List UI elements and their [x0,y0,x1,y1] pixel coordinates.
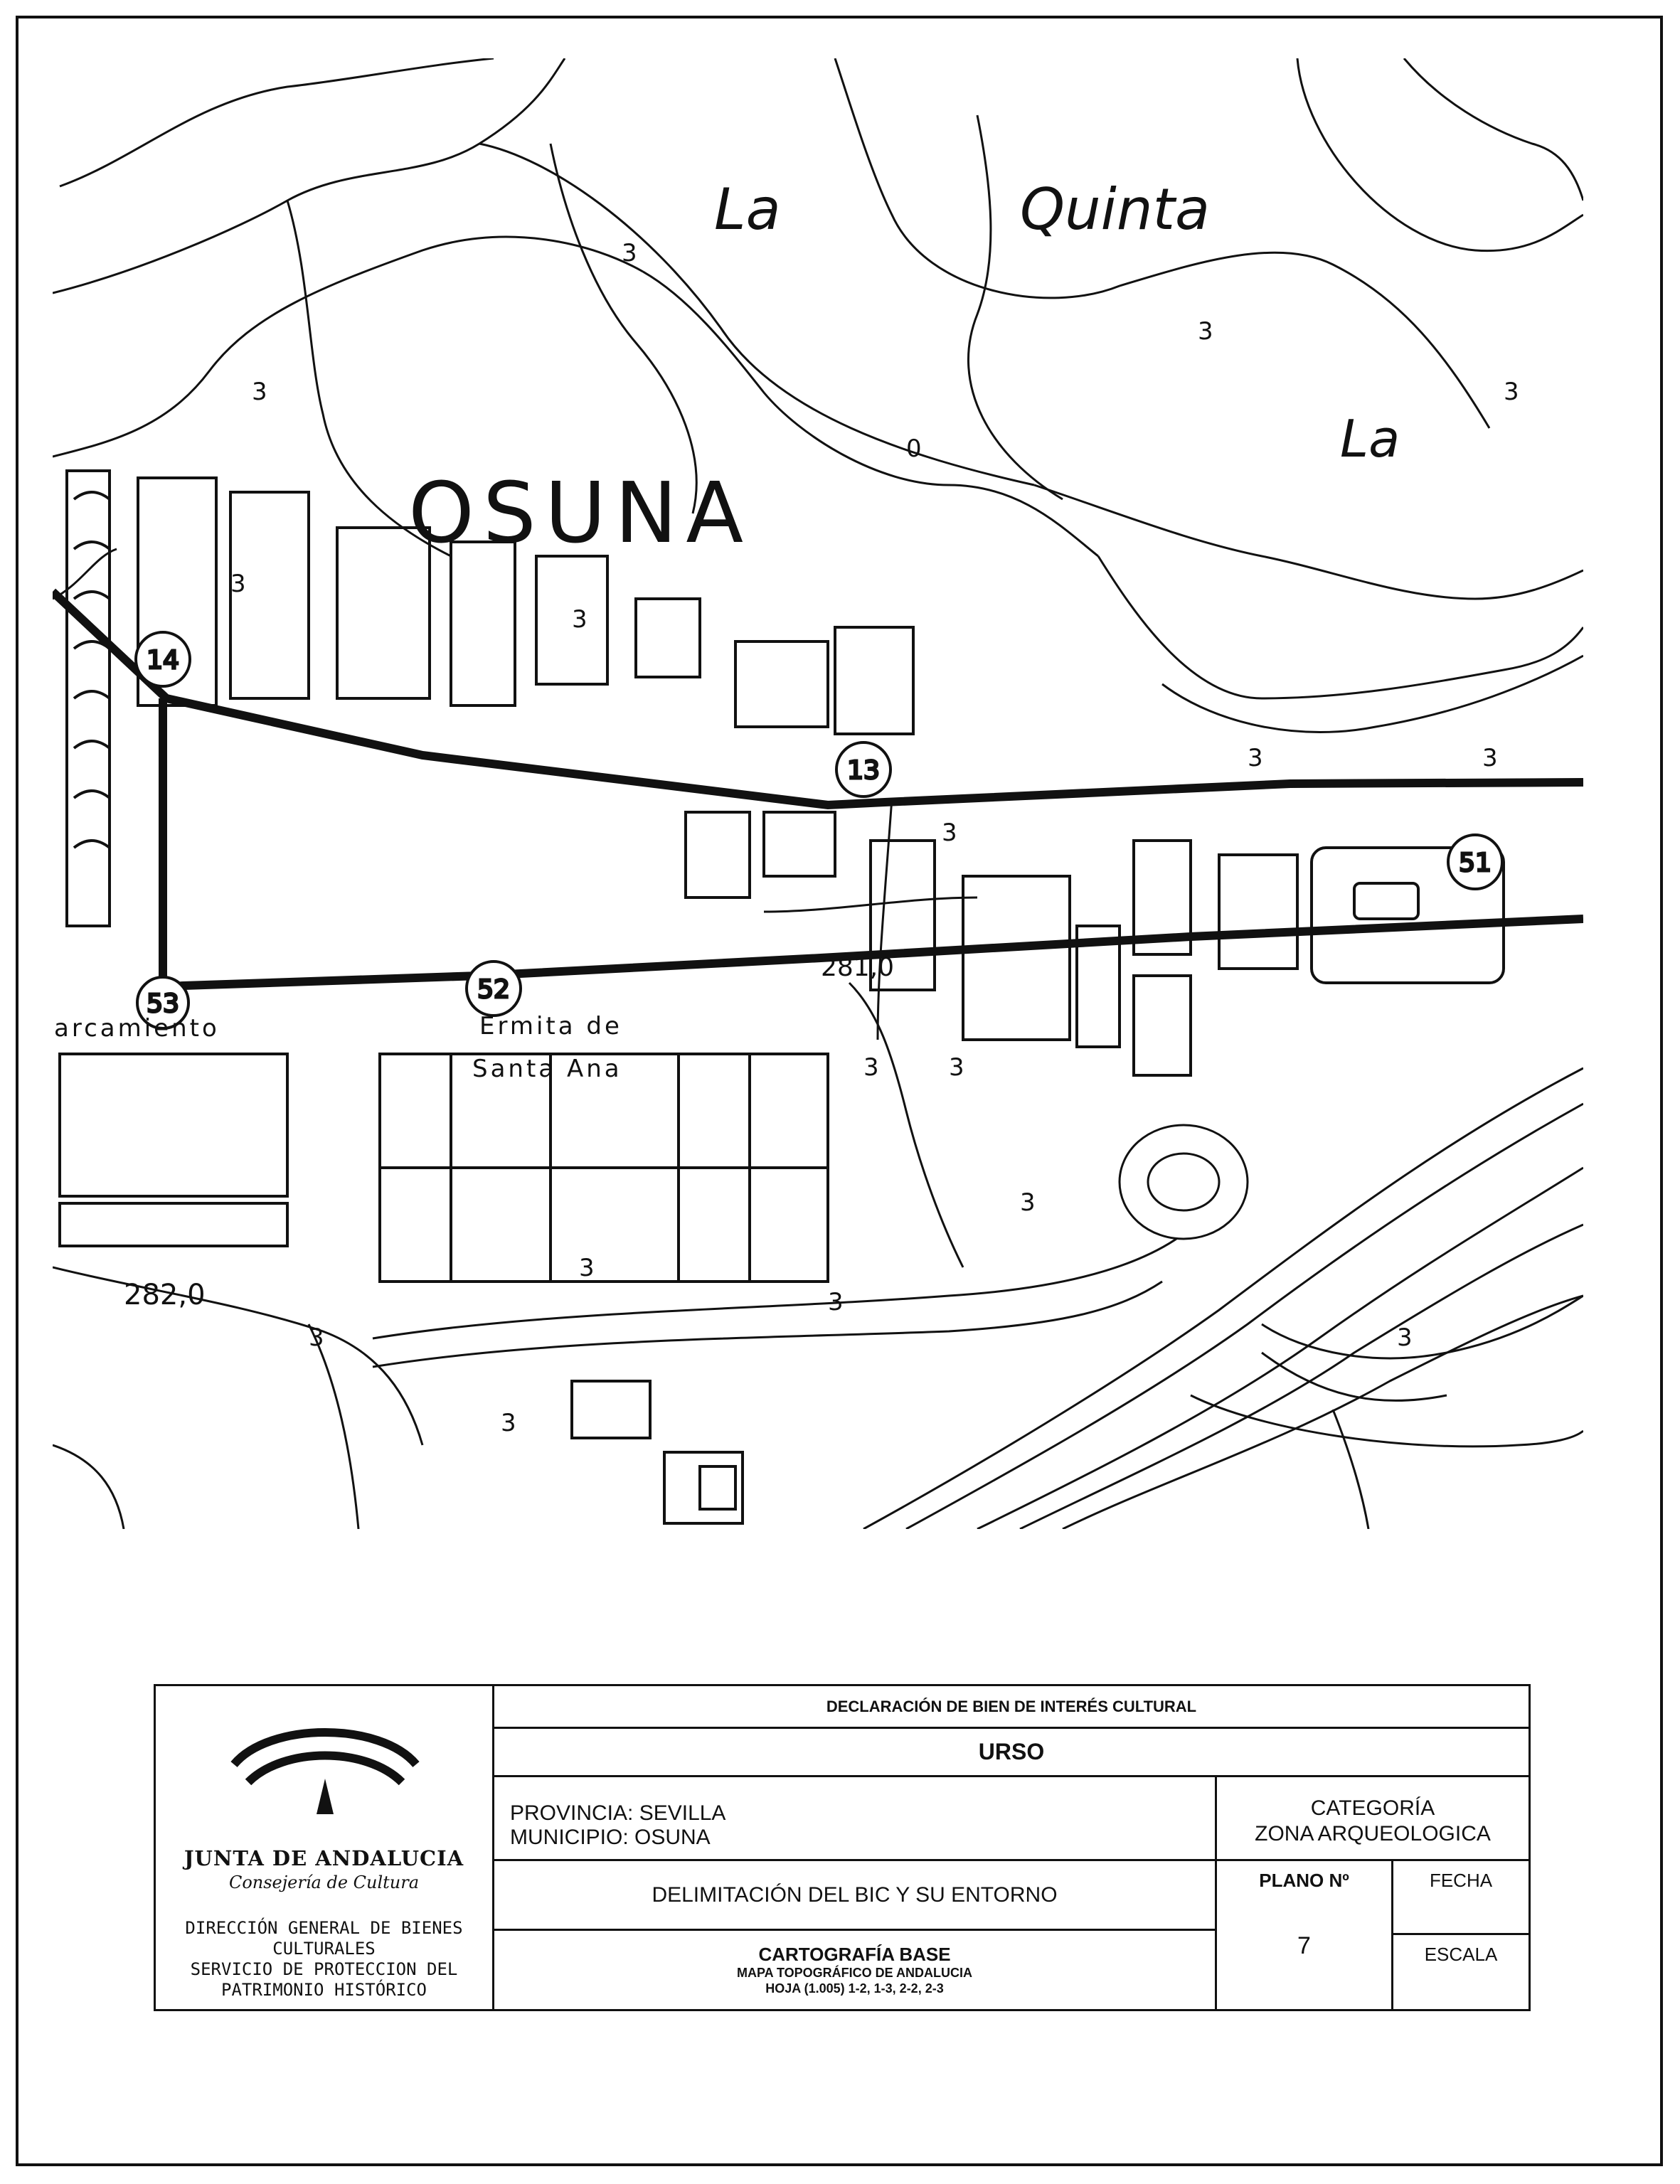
provincia: PROVINCIA: SEVILLA [510,1801,726,1825]
svg-text:3: 3 [309,1323,324,1352]
svg-text:3: 3 [1504,378,1519,406]
escala-label: ESCALA [1424,1944,1498,1965]
plano-cell [1217,1861,1393,2009]
label-la-quinta-2: Quinta [1020,176,1210,243]
direccion-line: DIRECCIÓN GENERAL DE BIENES [185,1918,463,1938]
svg-text:3: 3 [1482,744,1498,772]
marker-53: 53 [147,989,179,1018]
svg-text:3: 3 [1397,1323,1413,1352]
logo-column [156,1686,494,2009]
map-blocks [60,471,1504,1523]
delimitacion-title: DELIMITACIÓN DEL BIC Y SU ENTORNO [494,1861,1217,1931]
map-contours [53,58,1583,1529]
svg-text:3: 3 [949,1053,964,1082]
marker-14: 14 [147,646,179,675]
svg-text:3: 3 [572,605,588,634]
declaracion-title: DECLARACIÓN DE BIEN DE INTERÉS CULTURAL [494,1686,1529,1729]
logo-subtitle: Consejería de Cultura [228,1873,420,1892]
svg-text:3: 3 [579,1254,595,1282]
label-elevation-282: 282,0 [124,1279,206,1311]
hoja-label: HOJA (1.005) 1-2, 1-3, 2-2, 2-3 [765,1981,944,1996]
bien-name: URSO [494,1729,1529,1777]
svg-text:3: 3 [828,1288,844,1316]
direccion-line: CULTURALES [272,1939,376,1959]
svg-text:3: 3 [1248,744,1263,772]
label-osuna: OSUNA [408,464,753,562]
location-cell [494,1777,1217,1861]
svg-text:3: 3 [942,819,957,847]
municipio: MUNICIPIO: OSUNA [510,1826,711,1849]
title-block [154,1684,1531,2011]
label-la-right: La [1340,409,1400,469]
plano-label: PLANO Nº [1259,1870,1349,1891]
svg-text:3: 3 [501,1409,516,1437]
fecha-cell [1393,1861,1529,1935]
marker-13: 13 [847,756,880,785]
cartografia-label: CARTOGRAFÍA BASE [758,1944,951,1965]
categoria-cell [1217,1777,1529,1861]
marker-51: 51 [1459,848,1492,878]
label-arcamiento: arcamiento [54,1014,220,1043]
direccion-line: SERVICIO DE PROTECCION DEL [190,1959,458,1979]
svg-text:3: 3 [863,1053,879,1082]
junta-andalucia-logo-icon [227,1715,423,1821]
logo-name: JUNTA DE ANDALUCIA [184,1846,464,1870]
svg-text:3: 3 [252,378,267,406]
categoria-value: ZONA ARQUEOLOGICA [1255,1821,1491,1845]
land-use-symbols [230,239,1519,1437]
categoria-label: CATEGORÍA [1310,1796,1435,1820]
svg-text:0: 0 [906,435,922,463]
svg-text:3: 3 [1020,1188,1036,1217]
bic-delimitation-line [53,592,1583,986]
escala-cell [1393,1935,1529,2009]
mapa-label: MAPA TOPOGRÁFICO DE ANDALUCIA [737,1966,972,1980]
svg-text:3: 3 [622,239,637,267]
svg-text:3: 3 [230,570,246,598]
plano-value: 7 [1297,1932,1311,1959]
direccion-general [156,1918,492,2001]
svg-text:3: 3 [1198,317,1213,346]
map-roads [373,897,1583,1529]
label-la-quinta-1: La [714,176,781,243]
marker-52: 52 [477,975,510,1004]
direccion-line: PATRIMONIO HISTÓRICO [221,1980,427,2000]
cartografia-cell [494,1931,1217,2009]
topographic-map [53,58,1583,1529]
label-ermita: Ermita de [479,1012,622,1040]
label-santa-ana: Santa Ana [472,1055,622,1083]
label-elevation-281: 281,0 [821,953,895,982]
fecha-label: FECHA [1429,1870,1493,1891]
